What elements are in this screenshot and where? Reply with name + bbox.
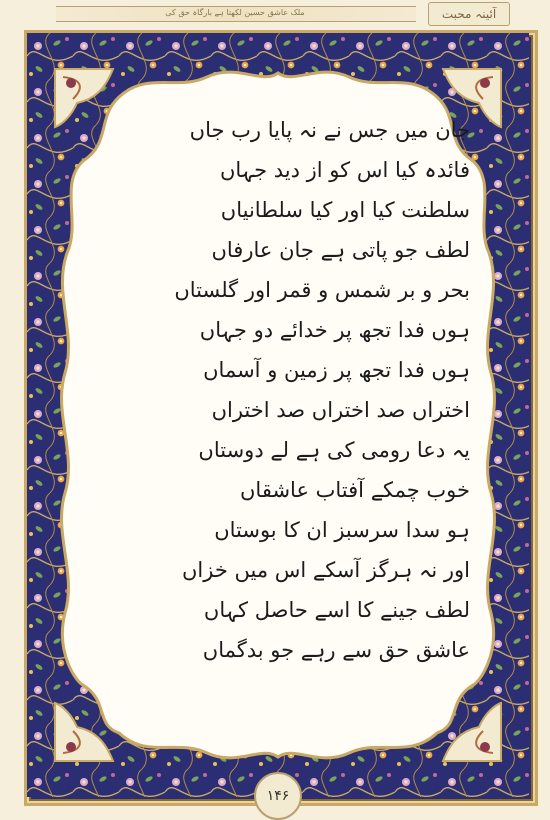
page-number: ۱۴۶ [254,772,302,820]
poem-line: ہو سدا سرسبز ان کا بوستاں [214,518,470,542]
page-header [0,0,550,28]
poem-line: لطف جو پاتی ہے جان عارفاں [211,238,470,262]
poem-line: عاشق حق سے رہے جو بدگماں [202,638,470,662]
poem-line: فائدہ کیا اس کو از دید جہاں [219,158,470,182]
poem-line: سلطنت کیا اور کیا سلطانیاں [220,198,470,222]
poem-line: یہ دعا رومی کی ہے لے دوستاں [198,438,470,462]
poem-line: جان میں جس نے نہ پایا رب جاں [189,118,470,142]
poem-line: اختراں صد اختراں صد اختراں [211,398,470,422]
poem-line: اور نہ ہرگز آسکے اس میں خزاں [182,558,470,582]
poem-line: لطف جینے کا اسے حاصل کہاں [203,598,470,622]
poem-line: ہوں فدا تجھ پر زمین و آسماں [203,358,470,382]
poem-line: ہوں فدا تجھ پر خدائے دو جہاں [199,318,470,342]
poem-line: بحر و بر شمس و قمر اور گلستاں [174,278,470,302]
poem-line: خوب چمکے آفتاب عاشقاں [240,478,470,502]
header-caption: ملک عاشق حسین لکھتا ہے بارگاہ حق کی [165,8,305,17]
book-title: آئینہ محبت [428,2,510,26]
